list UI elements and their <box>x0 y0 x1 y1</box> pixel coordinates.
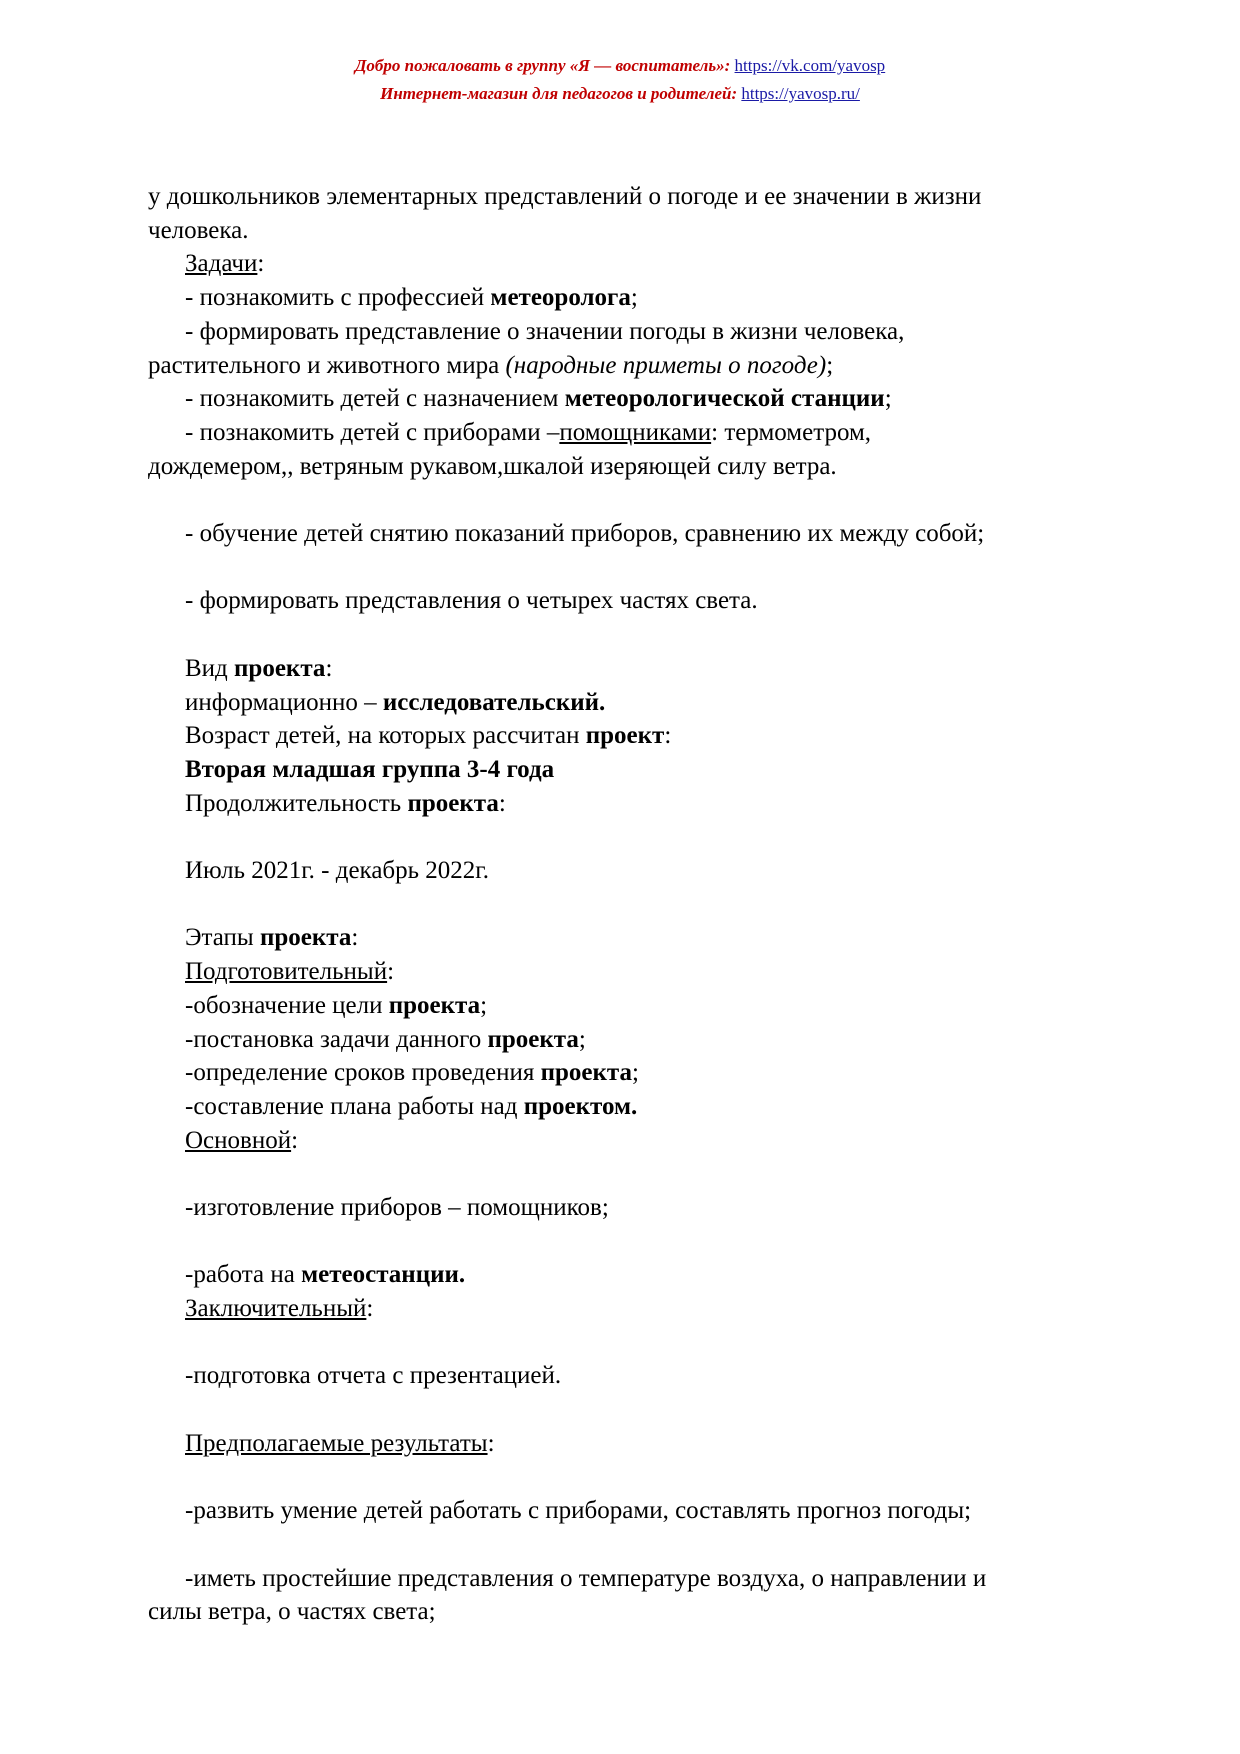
project-kind-value <box>148 686 1128 720</box>
colon: : <box>664 722 672 750</box>
stage-term: метеостанции. <box>301 1261 466 1289</box>
label-term: проекта <box>259 924 352 952</box>
semicolon: ; <box>630 284 638 312</box>
task-underlined: помощниками <box>559 418 712 446</box>
task-term: метеоролога <box>490 284 631 312</box>
shop-link[interactable]: https://yavosp.ru/ <box>741 84 860 103</box>
result-item-cont: силы ветра, о частях света; <box>148 1598 436 1626</box>
stage-term: проекта <box>540 1059 633 1087</box>
label-text: Возраст детей, на которых рассчитан <box>185 722 586 750</box>
label-text: Этапы <box>185 924 260 952</box>
colon: : <box>325 654 333 682</box>
age-value-text: Вторая младшая группа 3-4 года <box>185 755 555 783</box>
task-text: - познакомить детей с назначением <box>185 385 565 413</box>
duration-label <box>148 787 1128 821</box>
task-term: метеорологической станции <box>564 385 885 413</box>
semicolon: ; <box>826 351 834 379</box>
stage-item <box>148 1023 1128 1057</box>
header-line-group <box>0 52 1240 80</box>
semicolon: ; <box>578 1025 586 1053</box>
results-heading <box>148 1427 1128 1461</box>
stage-title: Заключительный <box>185 1295 367 1323</box>
result-item: -развить умение детей работать с приборами, составлять прогноз погоды; <box>185 1497 972 1525</box>
semicolon: ; <box>884 385 892 413</box>
stage-title: Подготовительный <box>185 958 388 986</box>
header-shop-text: Интернет-магазин для педагогов и родителей: <box>380 84 738 103</box>
stage-title: Основной <box>185 1126 292 1154</box>
stage-final-heading <box>148 1292 1128 1326</box>
value-text: информационно – <box>185 688 383 716</box>
stage-item: -изготовление приборов – помощников; <box>185 1194 609 1221</box>
colon: : <box>291 1126 299 1154</box>
task-item <box>148 416 1128 450</box>
stage-item <box>148 1090 1128 1124</box>
stage-text: -определение сроков проведения <box>185 1059 541 1087</box>
document-body <box>148 180 1128 1629</box>
stage-item: -подготовка отчета с презентацией. <box>185 1362 562 1390</box>
stage-item <box>148 1056 1128 1090</box>
stage-item <box>148 989 1128 1023</box>
stage-term: проекта <box>487 1025 579 1053</box>
project-kind-label <box>148 652 1128 686</box>
label-text: Вид <box>185 654 235 682</box>
task-item: - формировать представления о четырех частях света. <box>185 587 758 615</box>
duration-value: Июль 2021г. - декабрь 2022г. <box>185 857 489 884</box>
task-item-cont <box>148 349 1128 383</box>
task-item: - обучение детей снятию показаний приборов, сравнению их между собой; <box>185 520 985 548</box>
value-term: исследовательский. <box>382 688 606 716</box>
colon: : <box>387 958 395 986</box>
task-item <box>148 281 1128 315</box>
results-title: Предполагаемые результаты <box>185 1429 488 1457</box>
vk-group-link[interactable]: https://vk.com/yavosp <box>734 56 886 75</box>
age-label <box>148 719 1128 753</box>
header-group-text: Добро пожаловать в группу «Я — воспитатель»: <box>354 56 731 75</box>
goal-line-1: у дошкольников элементарных представлений о погоде и ее значении в жизни <box>148 183 982 210</box>
stage-main-heading <box>148 1124 1128 1158</box>
age-value <box>148 753 1128 787</box>
goal-line-2: человека. <box>148 216 249 244</box>
task-text: - познакомить детей с приборами – <box>185 418 560 446</box>
tasks-heading <box>148 247 1128 281</box>
label-text: Продолжительность <box>185 789 408 817</box>
stage-term: проекта <box>388 991 481 1019</box>
task-item <box>148 382 1128 416</box>
page-header <box>0 52 1240 108</box>
stages-label <box>148 921 1128 955</box>
colon: : <box>366 1295 374 1323</box>
stage-text: -обозначение цели <box>185 991 389 1019</box>
semicolon: ; <box>480 991 488 1019</box>
stage-text: -постановка задачи данного <box>185 1025 488 1053</box>
header-line-shop <box>0 80 1240 108</box>
label-term: проекта <box>234 654 326 682</box>
result-item: -иметь простейшие представления о температуре воздуха, о направлении и <box>185 1564 987 1592</box>
task-note: (народные приметы о погоде) <box>505 351 827 379</box>
colon: : <box>257 250 265 278</box>
tasks-heading-label: Задачи <box>185 250 258 278</box>
task-text: : термометром, <box>711 418 872 446</box>
task-item-cont: дождемером,, ветряным рукавом,шкалой изеряющей силу ветра. <box>148 452 837 480</box>
stage-text: -работа на <box>185 1261 302 1289</box>
task-item: - формировать представление о значении погоды в жизни человека, <box>185 317 905 345</box>
label-term: проекта <box>407 789 499 817</box>
stage-prep-heading <box>148 955 1128 989</box>
colon: : <box>487 1429 495 1457</box>
colon: : <box>351 924 359 952</box>
task-text: растительного и животного мира <box>148 351 506 379</box>
colon: : <box>498 789 506 817</box>
stage-text: -составление плана работы над <box>185 1092 524 1120</box>
label-term: проект <box>585 722 665 750</box>
stage-term: проектом. <box>523 1092 638 1120</box>
task-text: - познакомить с профессией <box>185 284 491 312</box>
stage-item <box>148 1258 1128 1292</box>
semicolon: ; <box>632 1059 639 1087</box>
